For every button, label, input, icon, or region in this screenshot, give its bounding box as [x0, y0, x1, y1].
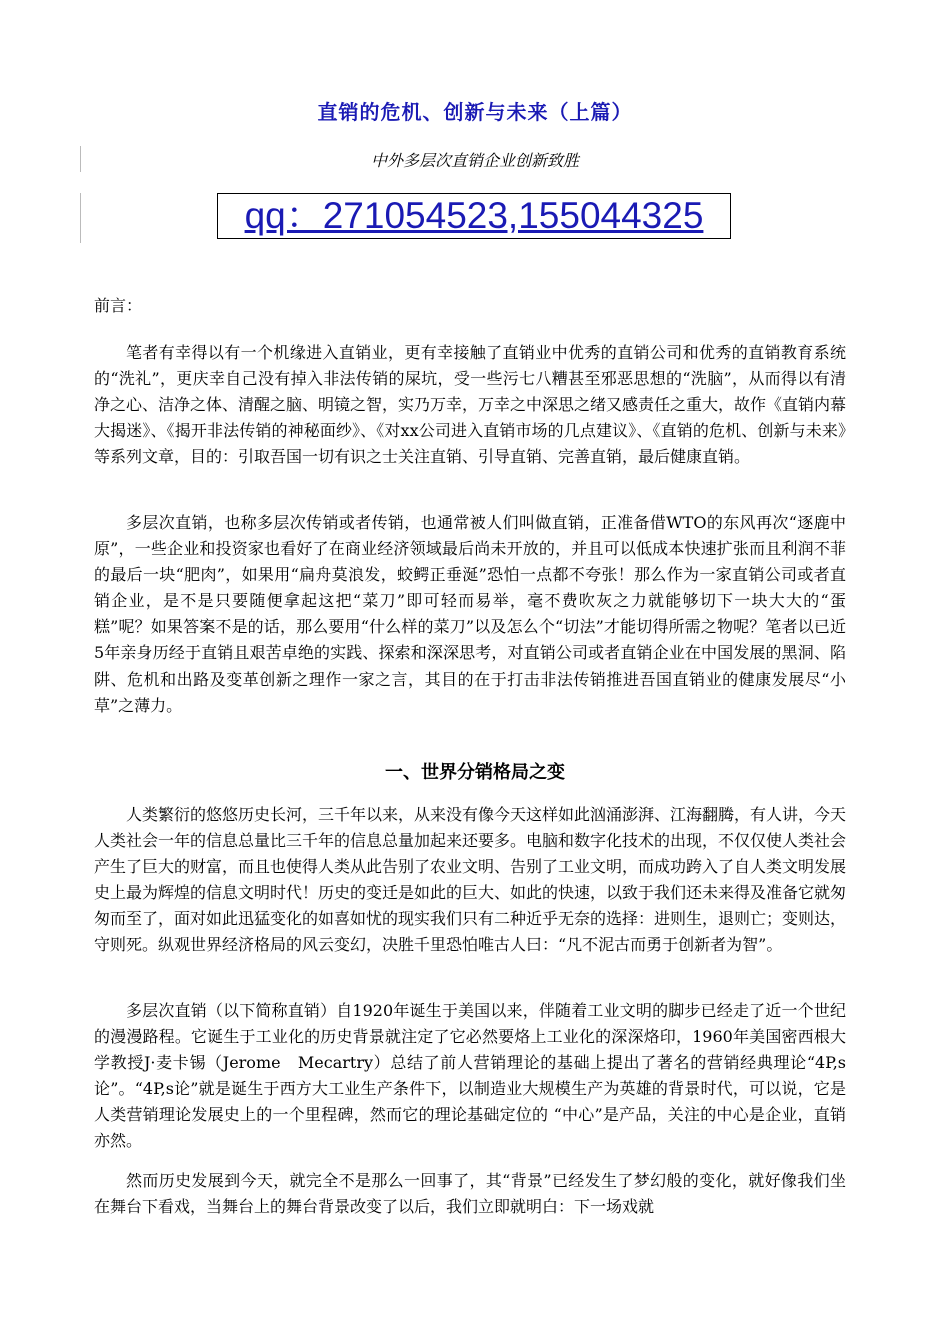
section-heading: 一、世界分销格局之变 — [385, 762, 565, 783]
margin-bar — [80, 193, 81, 243]
contact-link[interactable]: qq：271054523,155044325 — [217, 193, 731, 239]
document-subtitle: 中外多层次直销企业创新致胜 — [370, 151, 579, 170]
paragraph: 笔者有幸得以有一个机缘进入直销业，更有幸接触了直销业中优秀的直销公司和优秀的直销教育系统的“洗礼”，更庆幸自己没有掉入非法传销的屎坑，受一些污七八糟甚至邪恶思想的“洗脑”，从而得以有清净之心、洁净之体、清醒之脑、明镜之智，实乃万幸，万幸之中深思之绪又感责任之重大，故作《直销内幕大揭迷》、《揭开非法传销的神秘面纱》、《对xx公司进入直销市场的几点建议》、《直销的危机、创新与未来》等系列文章，目的：引取吾国一切有识之士关注直销、引导直销、完善直销，最后健康直销。 — [94, 343, 847, 467]
paragraph: 多层次直销，也称多层次传销或者传销，也通常被人们叫做直销，正准备借WTO的东风再次“逐鹿中原”，一些企业和投资家也看好了在商业经济领域最后尚未开放的，并且可以低成本快速扩张而且利润不菲的最后一块“肥肉”，如果用“扁舟莫浪发，蛟鳄正垂涎”恐怕一点都不夸张！那么作为一家直销公司或者直销企业，是不是只要随便拿起这把“菜刀”即可轻而易举，毫不费吹灰之力就能够切下一块大大的“蛋糕”呢？如果答案不是的话，那么要用“什么样的菜刀”以及怎么个“切法”才能切得所需之物呢？笔者以已近5年亲身历经于直销且艰苦卓绝的实践、探索和深深思考，对直销公司或者直销企业在中国发展的黑洞、陷阱、危机和出路及变革创新之理作一家之言，其目的在于打击非法传销推进吾国直销业的健康发展尽“小草”之薄力。 — [94, 513, 846, 715]
paragraph: 多层次直销（以下简称直销）自1920年诞生于美国以来，伴随着工业文明的脚步已经走了近一个世纪的漫漫路程。它诞生于工业化的历史背景就注定了它必然要烙上工业化的深深烙印，1960年美国密西根大学教授J·麦卡锡（Jerome Mecartry）总结了前人营销理论的基础上提出了著名的营销经典理论“4P,s论”。“4P,s论”就是诞生于西方大工业生产条件下，以制造业大规模生产为英雄的背景时代，可以说，它是人类营销理论发展史上的一个里程碑，然而它的理论基础定位的 “中心”是产品，关注的中心是企业，直销亦然。 — [94, 1001, 846, 1151]
paragraph: 然而历史发展到今天，就完全不是那么一回事了，其“背景”已经发生了梦幻般的变化，就好像我们坐在舞台下看戏，当舞台上的舞台背景改变了以后，我们立即就明白：下一场戏就 — [94, 1171, 846, 1217]
preface-label: 前言： — [94, 296, 143, 315]
document-title: 直销的危机、创新与未来（上篇） — [317, 100, 633, 124]
paragraph: 人类繁衍的悠悠历史长河，三千年以来，从来没有像今天这样如此汹涌澎湃、江海翻腾，有人讲，今天人类社会一年的信息总量比三千年的信息总量加起来还要多。电脑和数字化技术的出现，不仅仅使人类社会产生了巨大的财富，而且也使得人类从此告别了农业文明、告别了工业文明，而成功跨入了自人类文明发展史上最为辉煌的信息文明时代！历史的变迁是如此的巨大、如此的快速，以致于我们还未来得及准备它就匆匆而至了，面对如此迅猛变化的如喜如忧的现实我们只有二种近乎无奈的选择：进则生，退则亡；变则达，守则死。纵观世界经济格局的风云变幻，决胜千里恐怕唯古人曰：“凡不泥古而勇于创新者为智”。 — [94, 805, 847, 955]
